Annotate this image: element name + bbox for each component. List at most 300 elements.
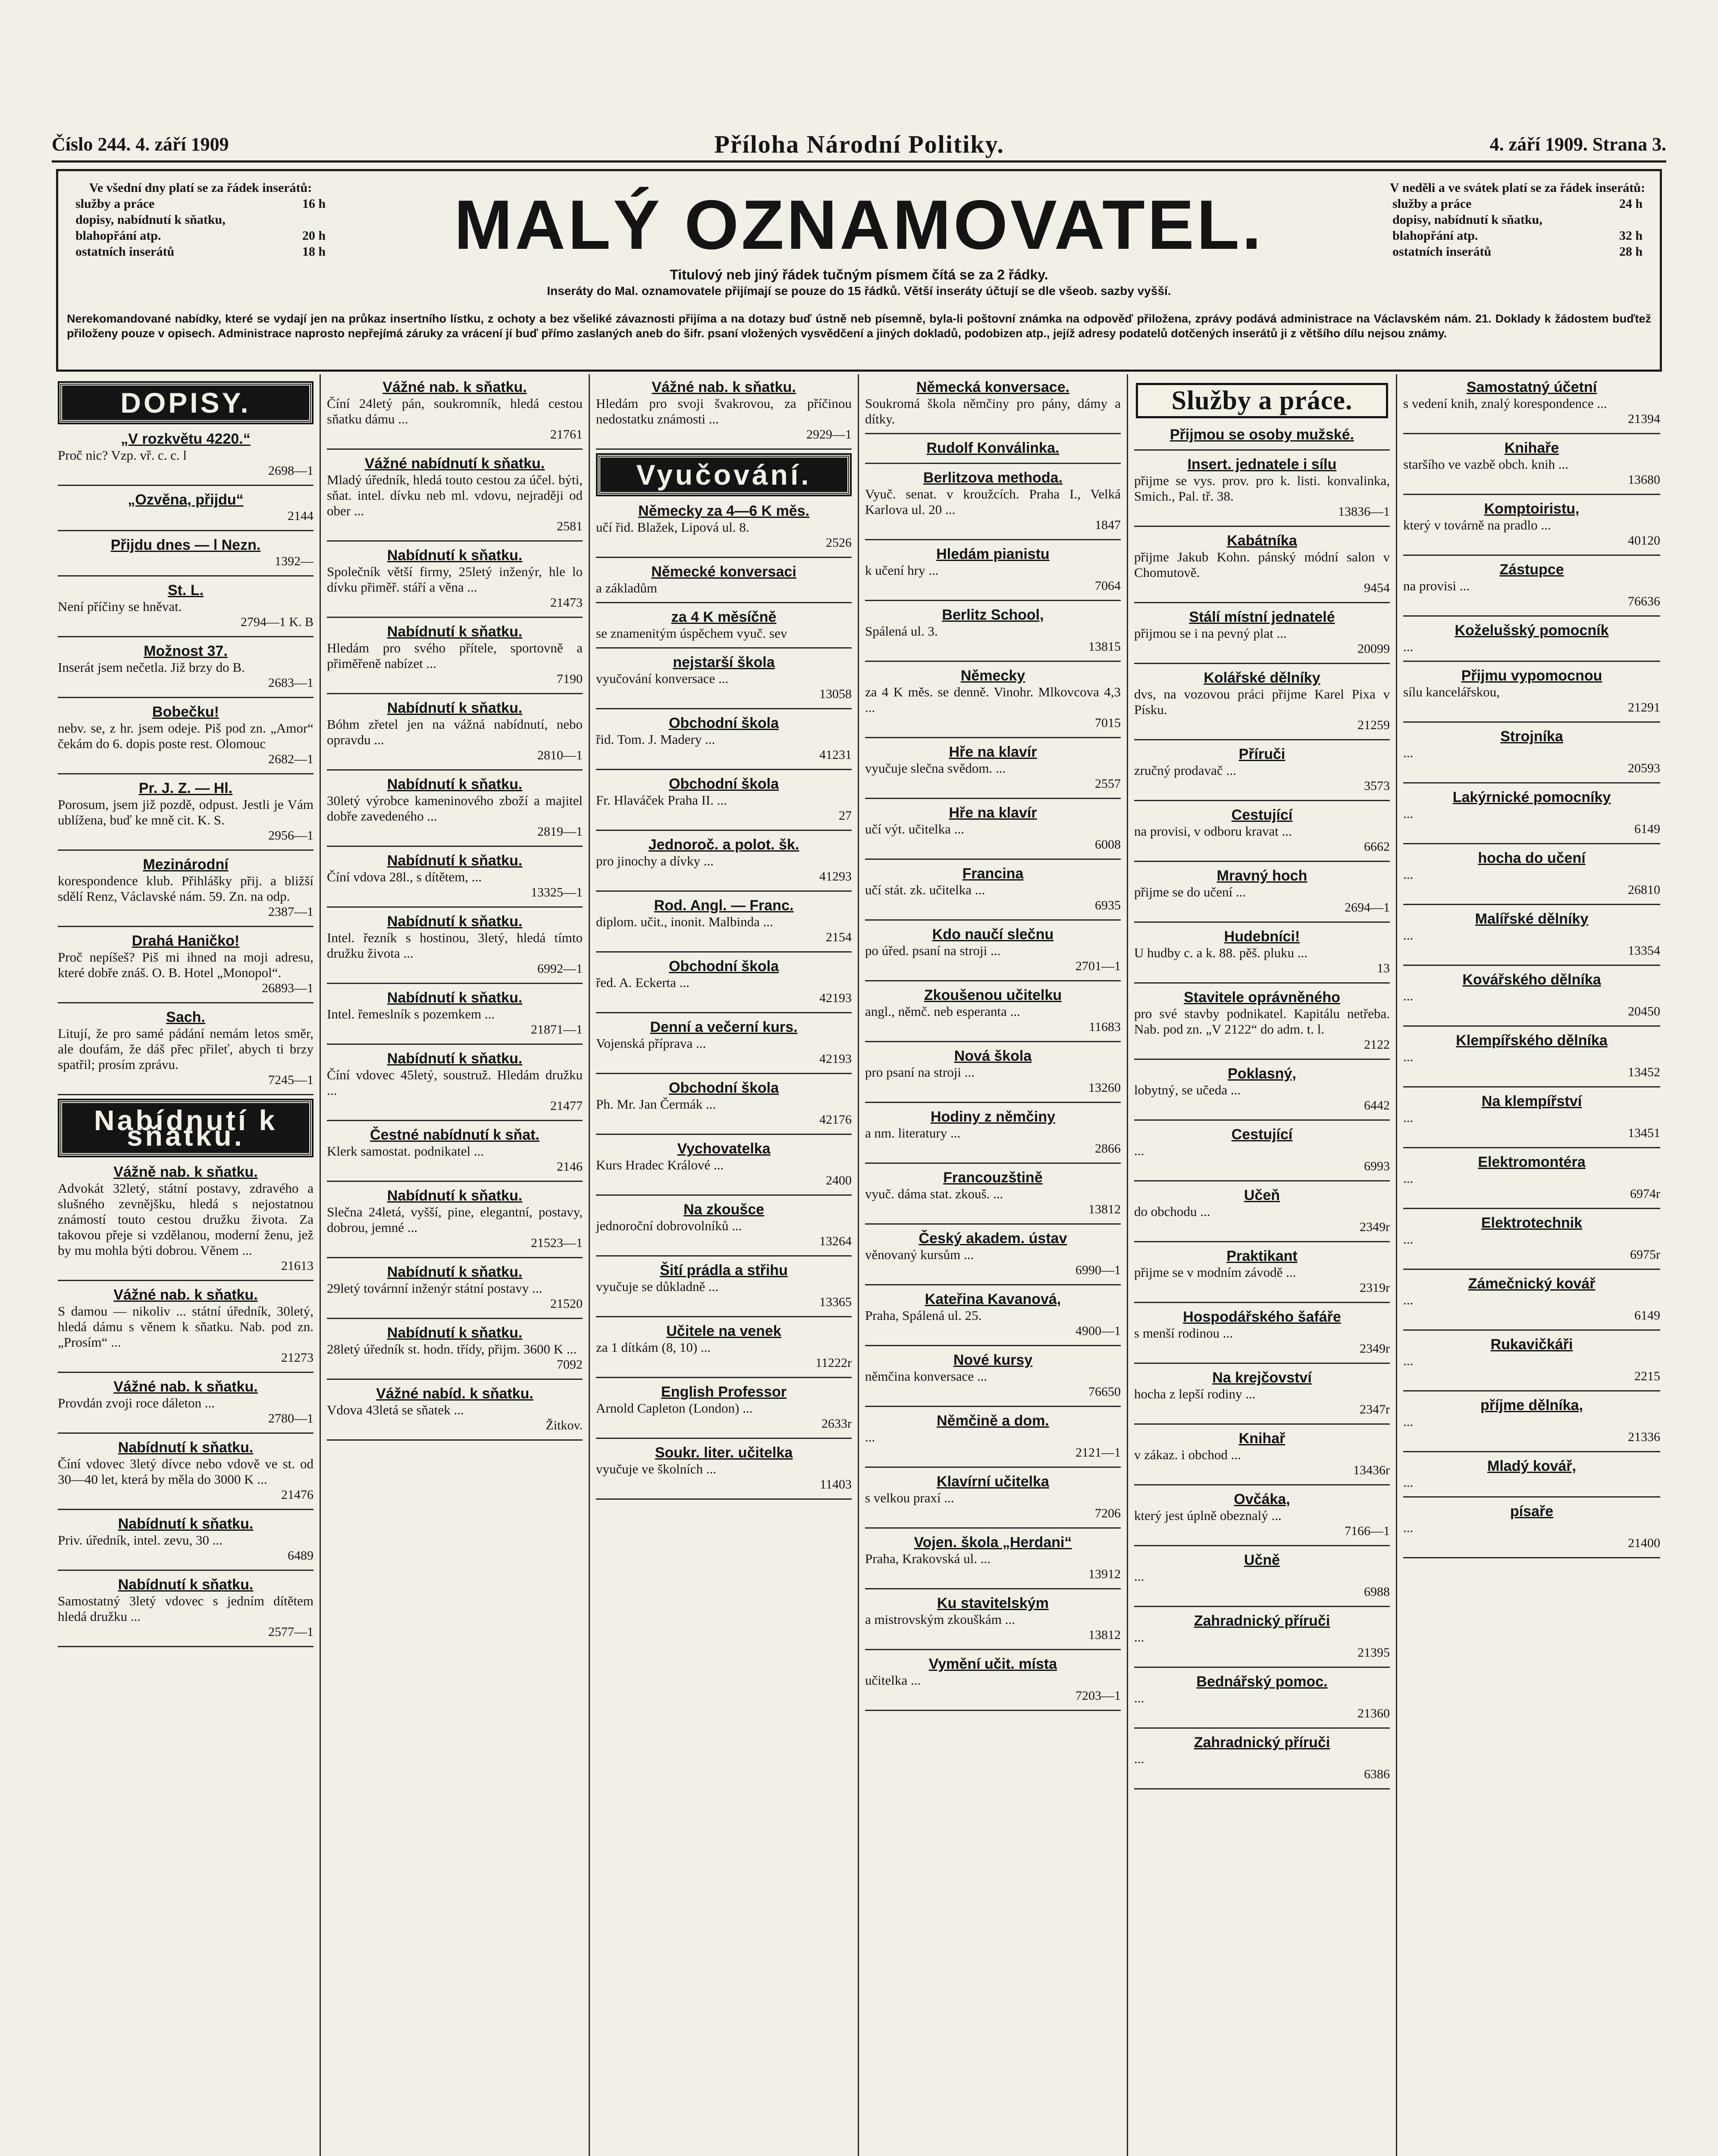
ad-reference: 13836—1: [1338, 505, 1390, 519]
ad-title: písaře: [1510, 1503, 1554, 1520]
ad-reference: 13815: [1088, 639, 1121, 654]
ad-divider: [865, 980, 1121, 981]
ad-divider: [596, 1377, 852, 1378]
ad-text: Praha, Krakovská ul. ...: [865, 1551, 991, 1566]
ad-reference: 2794—1 K. B: [240, 615, 314, 629]
ad-divider: [1134, 1727, 1390, 1729]
ad-text: hocha z lepší rodiny ...: [1134, 1386, 1256, 1401]
ad-title: Stavitele oprávněného: [1184, 989, 1340, 1006]
ad-reference: 21523—1: [531, 1236, 583, 1250]
ad-reference: 6988: [1364, 1585, 1390, 1599]
classified-ad: [327, 455, 583, 534]
ad-text: Fr. Hlaváček Praha II. ...: [596, 793, 727, 808]
classified-ad: [596, 1018, 852, 1067]
ad-divider: [58, 849, 314, 851]
masthead-subtitle: Titulový neb jiný řádek tučným písmem čítá se za 2 řádky.: [670, 267, 1048, 282]
classified-ad: [327, 623, 583, 687]
ad-divider: [327, 448, 583, 450]
ad-reference: 6149: [1634, 822, 1660, 836]
classified-ad: [1403, 1503, 1660, 1551]
classified-ad: [596, 1444, 852, 1492]
ad-reference: 13260: [1088, 1081, 1121, 1095]
ad-reference: 13: [1377, 961, 1390, 975]
ad-text: Číní vdova 28l., s dítětem, ...: [327, 869, 482, 884]
ad-title: Možnost 37.: [144, 643, 228, 659]
ad-text: Bóhm zřetel jen na vážná nabídnutí, nebo opravdu ...: [327, 717, 583, 747]
column-1: [52, 374, 321, 2156]
ad-title: Vymění učit. místa: [928, 1656, 1057, 1672]
ad-title: Ovčáka,: [1234, 1491, 1290, 1507]
ad-title: Přijmu vypomocnou: [1461, 667, 1602, 684]
classified-ad: [327, 547, 583, 611]
ad-divider: [1403, 494, 1660, 495]
ad-title: Příruči: [1238, 746, 1285, 762]
ad-divider: [1403, 965, 1660, 966]
classified-ad: [865, 667, 1121, 731]
ad-title: Vážné nabíd. k sňatku.: [376, 1385, 533, 1402]
ad-title: Učeň: [1244, 1187, 1280, 1203]
ad-title: Hospodářského šafáře: [1183, 1309, 1341, 1325]
classified-ad: [865, 606, 1121, 655]
ad-reference: 40120: [1628, 533, 1660, 548]
ad-reference: 20099: [1357, 642, 1390, 656]
ad-text: který v továrně na pradlo ...: [1403, 517, 1551, 533]
ad-text: Slečna 24letá, vyšší, pine, elegantní, postavy, dobrou, jemné ...: [327, 1204, 583, 1235]
rate-price: 20 h: [302, 229, 326, 243]
classified-ad: [1403, 561, 1660, 609]
classified-ad: [1403, 500, 1660, 548]
ad-reference: 6386: [1364, 1767, 1390, 1781]
classified-ad: [596, 714, 852, 763]
ad-reference: 2319r: [1360, 1281, 1390, 1295]
ad-divider: [865, 1527, 1121, 1529]
ad-text: Intel. řemeslník s pozemkem ...: [327, 1006, 495, 1022]
ad-reference: 2154: [826, 930, 852, 944]
classified-ad: [327, 699, 583, 763]
ad-reference: 21473: [550, 595, 583, 610]
ad-reference: 21273: [281, 1351, 314, 1365]
supplement-title: Příloha Národní Politiky.: [714, 130, 1004, 158]
classified-ad: [865, 1534, 1121, 1582]
ad-divider: [58, 1646, 314, 1647]
ad-text: a základům: [596, 580, 658, 595]
ad-text: Vojenská příprava ...: [596, 1036, 706, 1051]
ad-reference: 13058: [819, 687, 852, 701]
classified-ad: [1403, 379, 1660, 427]
ad-divider: [865, 1223, 1121, 1225]
ad-text: vyučování konversace ...: [596, 671, 729, 686]
classified-ad: [1134, 456, 1390, 520]
classified-ad: [327, 913, 583, 977]
ad-reference: 6993: [1364, 1159, 1390, 1173]
ad-reference: 2694—1: [1345, 900, 1390, 915]
ad-text: Proč nepíšeš? Piš mi ihned na moji adresu, které dobře znáš. O. B. Hotel „Monopol“.: [58, 950, 314, 980]
ad-text: a nm. literatury ...: [865, 1125, 961, 1141]
ad-title: Nové kursy: [953, 1352, 1033, 1368]
ad-columns: [52, 374, 1667, 2156]
ad-title: Vojen. škola „Herdani“: [914, 1534, 1072, 1551]
ad-divider: [1134, 1545, 1390, 1546]
ad-text: ...: [1134, 1569, 1144, 1584]
ad-title: Nabídnutí k sňatku.: [387, 1188, 523, 1204]
ad-divider: [865, 1406, 1121, 1407]
ad-title: Klempířského dělníka: [1456, 1032, 1608, 1049]
rate-price: 32 h: [1619, 229, 1643, 243]
ad-text: který jest úplně obeznalý ...: [1134, 1508, 1282, 1523]
classified-ad: [1403, 1275, 1660, 1323]
ad-title: Německy za 4—6 K měs.: [638, 503, 809, 519]
ad-divider: [865, 1284, 1121, 1285]
ad-divider: [1403, 1147, 1660, 1148]
classified-ad: [327, 1263, 583, 1312]
classified-ad: [865, 987, 1121, 1035]
ad-title: Francina: [962, 865, 1024, 882]
ad-divider: [865, 859, 1121, 860]
ad-divider: [865, 1588, 1121, 1589]
ad-divider: [1134, 449, 1390, 451]
ad-reference: 21291: [1628, 700, 1660, 714]
ad-reference: 2682—1: [268, 752, 314, 766]
ad-title: Na zkoušce: [683, 1201, 765, 1218]
ad-text: 29letý továrnní inženýr státní postavy ...: [327, 1281, 542, 1296]
ad-text: Praha, Spálená ul. 25.: [865, 1308, 982, 1323]
ad-divider: [58, 926, 314, 927]
ad-title: Rudolf Konválinka.: [926, 440, 1060, 456]
ad-divider: [327, 1379, 583, 1380]
classified-ad: [58, 1009, 314, 1088]
ad-title: Vážné nab. k sňatku.: [652, 379, 796, 395]
classified-ad: [1403, 1214, 1660, 1263]
ad-reference: 2819—1: [537, 824, 583, 839]
ad-reference: 42193: [819, 1052, 852, 1066]
ad-divider: [58, 1432, 314, 1434]
category-heading: Nabídnutí k sňatku.: [60, 1100, 312, 1156]
classified-ad: [596, 608, 852, 641]
classified-ad: [58, 1439, 314, 1503]
ad-divider: [865, 1041, 1121, 1042]
ad-title: Rod. Angl. — Franc.: [654, 897, 794, 914]
ad-text: ...: [1403, 988, 1414, 1003]
ad-divider: [327, 1181, 583, 1182]
ad-title: Německá konversace.: [916, 379, 1070, 395]
classified-ad: [1403, 728, 1660, 776]
classified-ad: [596, 1262, 852, 1310]
ad-title: Poklasný,: [1228, 1065, 1296, 1082]
ad-divider: [1403, 615, 1660, 617]
ad-divider: [1403, 782, 1660, 783]
ad-text: učí stát. zk. učitelka ...: [865, 882, 985, 897]
ad-title: Knihaře: [1504, 440, 1559, 456]
classified-ad: [58, 1286, 314, 1366]
ad-title: Obchodní škola: [668, 958, 779, 975]
ad-reference: 21400: [1628, 1536, 1660, 1550]
ad-divider: [1134, 800, 1390, 801]
classified-ad: [596, 1079, 852, 1128]
ad-divider: [1403, 1208, 1660, 1209]
classified-ad: [865, 379, 1121, 427]
ad-text: diplom. učit., inonit. Malbinda ...: [596, 914, 773, 929]
ad-reference: 26893—1: [262, 981, 314, 995]
ad-title: Vážné nab. k sňatku.: [113, 1379, 258, 1395]
ad-title: Nabídnutí k sňatku.: [387, 547, 523, 564]
classified-ad: [1403, 789, 1660, 837]
column-5: [1128, 374, 1397, 2156]
ad-title: Vychovatelka: [677, 1141, 771, 1157]
classified-ad: [865, 865, 1121, 913]
ad-text: za 1 dítkám (8, 10) ...: [596, 1340, 711, 1355]
ad-divider: [596, 1316, 852, 1317]
classified-ad: [865, 1473, 1121, 1521]
ad-text: k učení hry ...: [865, 563, 939, 578]
ad-divider: [1403, 1269, 1660, 1270]
ad-text: přijme se v modním závodě ...: [1134, 1265, 1296, 1280]
classified-ad: [596, 836, 852, 884]
rate-row: [67, 196, 334, 212]
ad-reference: 42193: [819, 991, 852, 1005]
ad-title: Lakýrnické pomocníky: [1452, 789, 1611, 805]
ad-divider: [1134, 1606, 1390, 1607]
ad-title: Nabídnutí k sňatku.: [118, 1516, 254, 1532]
classified-ad: [865, 1169, 1121, 1217]
ad-reference: 6990—1: [1075, 1263, 1121, 1277]
ad-text: vyučuje ve školních ...: [596, 1461, 716, 1476]
ad-divider: [1134, 1059, 1390, 1060]
ad-reference: 21477: [550, 1099, 583, 1113]
ad-title: Ku stavitelským: [937, 1595, 1049, 1611]
ad-text: 28letý úředník st. hodn. třídy, přijm. 3600 K ...: [327, 1341, 577, 1357]
ad-text: ...: [1403, 745, 1414, 760]
classified-ad: [58, 1576, 314, 1640]
rates-title: V neděli a ve svátek platí se za řádek inserátů:: [1390, 181, 1645, 195]
ad-divider: [596, 448, 852, 450]
ad-divider: [58, 1509, 314, 1510]
ad-reference: 7092: [557, 1357, 583, 1372]
ad-divider: [596, 1012, 852, 1013]
ad-reference: 76650: [1088, 1385, 1121, 1399]
ad-reference: 7206: [1095, 1506, 1121, 1520]
ad-divider: [1134, 663, 1390, 664]
ad-text: Litují, že pro samé pádání nemám letos směr, ale doufám, že dáš přec přileť, abych ti brzy spatřil; prosím zprávu.: [58, 1026, 314, 1072]
classified-ad: [58, 1163, 314, 1274]
ad-title: Stálí místní jednatelé: [1189, 609, 1335, 625]
ad-text: ...: [1134, 1690, 1144, 1705]
ad-reference: 2698—1: [268, 464, 314, 478]
ad-title: Drahá Haničko!: [132, 933, 240, 949]
ad-reference: 2683—1: [268, 676, 314, 690]
ad-title: Berlitz School,: [942, 607, 1044, 623]
ad-text: 30letý výrobce kameninového zboží a majitel dobře zavedeného ...: [327, 793, 583, 824]
ad-reference: 1847: [1095, 518, 1121, 532]
rate-row: [67, 212, 334, 228]
ad-divider: [865, 1710, 1121, 1711]
ad-title: Berlitzova methoda.: [923, 470, 1063, 486]
classified-ad: [1134, 426, 1390, 443]
ad-divider: [327, 540, 583, 542]
ad-divider: [327, 1439, 583, 1441]
ad-text: S damou — nikoliv ... státní úředník, 30letý, hledá dámu s věnem k sňatku. Nab. pod zn. „Prosím“ ...: [58, 1304, 314, 1350]
ad-divider: [1403, 555, 1660, 556]
ad-reference: 26810: [1628, 883, 1660, 897]
ad-text: v zákaz. i obchod ...: [1134, 1447, 1241, 1462]
masthead-subtitle-2: Inseráty do Mal. oznamovatele přijímají se pouze do 15 řádků. Větší inseráty účtují se dle všeob. sazby vyšší.: [547, 284, 1171, 298]
ad-divider: [1403, 721, 1660, 723]
rate-label: blahopřání atp.: [1392, 229, 1478, 243]
ad-title: hocha do učení: [1478, 850, 1586, 866]
classified-ad: [58, 1378, 314, 1426]
ad-title: Elektrotechnik: [1481, 1215, 1583, 1231]
ad-reference: 2780—1: [268, 1411, 314, 1426]
ad-reference: 2577—1: [268, 1625, 314, 1639]
ad-title: Kateřina Kavanová,: [925, 1291, 1061, 1307]
masthead: [356, 184, 1362, 299]
ad-divider: [58, 530, 314, 531]
ad-reference: 2215: [1634, 1369, 1660, 1383]
classified-ad: [865, 1108, 1121, 1156]
ad-title: Nabídnutí k sňatku.: [387, 913, 523, 930]
ad-divider: [1134, 1241, 1390, 1242]
ad-divider: [596, 1194, 852, 1196]
classified-ad: [865, 926, 1121, 974]
ad-text: věnovaný kursům ...: [865, 1247, 974, 1262]
ad-divider: [58, 1094, 314, 1095]
ad-text: ...: [1403, 1353, 1414, 1368]
ad-text: na provisi, v odboru kravat ...: [1134, 824, 1292, 839]
ad-title: Obchodní škola: [668, 715, 779, 731]
ad-text: dvs, na vozovou práci přijme Karel Pixa v Písku.: [1134, 686, 1390, 717]
ad-divider: [596, 951, 852, 953]
classified-ad: [327, 989, 583, 1037]
ad-text: Ph. Mr. Jan Čermák ...: [596, 1097, 716, 1112]
ad-reference: 6662: [1364, 840, 1390, 854]
ad-text: U hudby c. a k. 88. pěš. pluku ...: [1134, 945, 1308, 960]
ad-title: příjme dělníka,: [1480, 1397, 1583, 1413]
ad-text: ...: [1403, 1475, 1414, 1490]
ad-text: Není příčiny se hněvat.: [58, 599, 182, 614]
ad-text: Vdova 43letá se sňatek ...: [327, 1402, 464, 1417]
ad-text: přijme Jakub Kohn. pánský módní salon v Chomutově.: [1134, 549, 1390, 580]
ad-reference: 2400: [826, 1173, 852, 1188]
classified-ad: [58, 430, 314, 479]
page-header-line: [52, 131, 1666, 157]
ad-title: English Professor: [661, 1384, 787, 1400]
classified-ad: [1403, 1397, 1660, 1445]
ad-divider: [1403, 1025, 1660, 1027]
classified-ad: [58, 582, 314, 630]
ad-divider: [596, 1498, 852, 1500]
ad-text: a mistrovským zkouškám ...: [865, 1612, 1015, 1627]
ad-title: Německé konversaci: [651, 564, 796, 580]
ad-divider: [596, 1255, 852, 1257]
ad-reference: 20450: [1628, 1004, 1660, 1018]
classified-ad: [58, 856, 314, 920]
ad-reference: 2349r: [1360, 1341, 1390, 1356]
ad-text: Provdán zvoji roce dáleton ...: [58, 1395, 215, 1410]
category-heading: DOPISY.: [60, 383, 312, 423]
ad-reference: 6975r: [1630, 1247, 1660, 1262]
ad-divider: [596, 769, 852, 770]
ad-reference: 42176: [819, 1112, 852, 1127]
ad-text: Klerk samostat. podnikatel ...: [327, 1144, 484, 1159]
ad-reference: 13812: [1088, 1202, 1121, 1216]
rate-label: služby a práce: [75, 197, 155, 211]
ad-reference: 21395: [1357, 1645, 1390, 1660]
ad-divider: [1134, 1484, 1390, 1485]
rates-title: Ve všední dny platí se za řádek inserátů:: [89, 181, 312, 195]
ad-title: Obchodní škola: [668, 776, 779, 792]
rate-label: ostatních inserátů: [1392, 244, 1492, 259]
ad-divider: [327, 693, 583, 694]
ad-title: Český akadem. ústav: [919, 1230, 1067, 1247]
ad-text: Proč nic? Vzp. vř. c. c. l: [58, 448, 187, 463]
ad-text: Samostatný 3letý vdovec s jedním dítětem hledá družku ...: [58, 1593, 314, 1624]
ad-title: Učně: [1244, 1552, 1280, 1568]
category-heading: Služby a práce.: [1136, 383, 1388, 418]
ad-text: vyuč. dáma stat. zkouš. ...: [865, 1186, 1003, 1201]
ad-text: ...: [1134, 1143, 1144, 1158]
ad-reference: 2144: [288, 509, 314, 523]
ad-title: Mravný hoch: [1216, 868, 1307, 884]
ad-title: Nová škola: [954, 1048, 1032, 1064]
ad-text: ...: [1403, 1292, 1414, 1307]
classified-ad: [596, 897, 852, 945]
classified-ad: [58, 932, 314, 996]
ad-text: Číní vdovec 45letý, soustruž. Hledám družku ...: [327, 1067, 583, 1098]
ad-reference: 27: [839, 808, 852, 823]
ad-text: ...: [1403, 867, 1414, 882]
ad-text: ...: [1403, 1049, 1414, 1064]
ad-reference: 2121—1: [1075, 1445, 1121, 1460]
ad-divider: [58, 636, 314, 637]
classified-ad: [596, 502, 852, 551]
classified-ad: [596, 958, 852, 1006]
ad-text: ...: [865, 1429, 875, 1445]
ad-text: s velkou praxí ...: [865, 1490, 954, 1505]
ad-divider: [58, 773, 314, 774]
classified-ad: [865, 439, 1121, 457]
ad-divider: [865, 1345, 1121, 1346]
ad-reference: 13436r: [1353, 1463, 1390, 1477]
ad-title: Bednářský pomoc.: [1196, 1673, 1328, 1690]
ad-title: Hudebníci!: [1224, 928, 1300, 945]
classified-ad: [596, 1201, 852, 1249]
column-2: [321, 374, 590, 2156]
rate-price: 24 h: [1619, 197, 1643, 211]
weekday-rates: [67, 180, 334, 260]
classified-ad: [1134, 1673, 1390, 1721]
ad-text: vyučuje slečna svědom. ...: [865, 761, 1006, 776]
ad-title: Denní a večerní kurs.: [650, 1019, 798, 1035]
ad-divider: [865, 737, 1121, 738]
ad-title: Vážné nabídnutí k sňatku.: [364, 455, 545, 472]
ad-divider: [1403, 1496, 1660, 1498]
ad-divider: [1134, 739, 1390, 740]
administration-notice: Nerekomandované nabídky, které se vydají jen na průkaz insertního lístku, z ochoty a bez všeliké závaznosti přijíma a na dotazy buď ústně neb písemně, byla-li poštovní známka na odpověď přiložena, zprávy podává administrace na Václavském nám. 21. Doklady k žádostem buďtež přiloženy pouze v opisech. Administrace naprosto nepřejímá záruky za vrácení jí buď přímo zaslaných aneb do šifr. psaní vložených vysvědčení a jiných dokladů, podobizen atp., jejíž adresy podatelů dotčených inserátů ji z většího dílu nejsou známy.: [67, 312, 1651, 340]
ad-title: Sach.: [166, 1009, 205, 1025]
header-rule: [52, 160, 1666, 163]
ad-reference: 3573: [1364, 779, 1390, 793]
classified-ad: [1134, 669, 1390, 733]
ad-title: Pr. J. Z. — Hl.: [138, 780, 233, 796]
ad-reference: 7064: [1095, 579, 1121, 593]
classified-ad: [596, 1322, 852, 1371]
ad-text: Společník větší firmy, 25letý inženýr, hle lo dívku přiměř. stáří a věna ...: [327, 564, 583, 595]
classified-ad: [865, 804, 1121, 852]
ad-divider: [327, 1318, 583, 1319]
ad-text: učí řid. Blažek, Lipová ul. 8.: [596, 520, 749, 535]
ad-title: Přijdu dnes — l Nezn.: [110, 537, 261, 553]
ad-text: řid. Tom. J. Madery ...: [596, 732, 715, 747]
classified-ad: [1134, 867, 1390, 915]
